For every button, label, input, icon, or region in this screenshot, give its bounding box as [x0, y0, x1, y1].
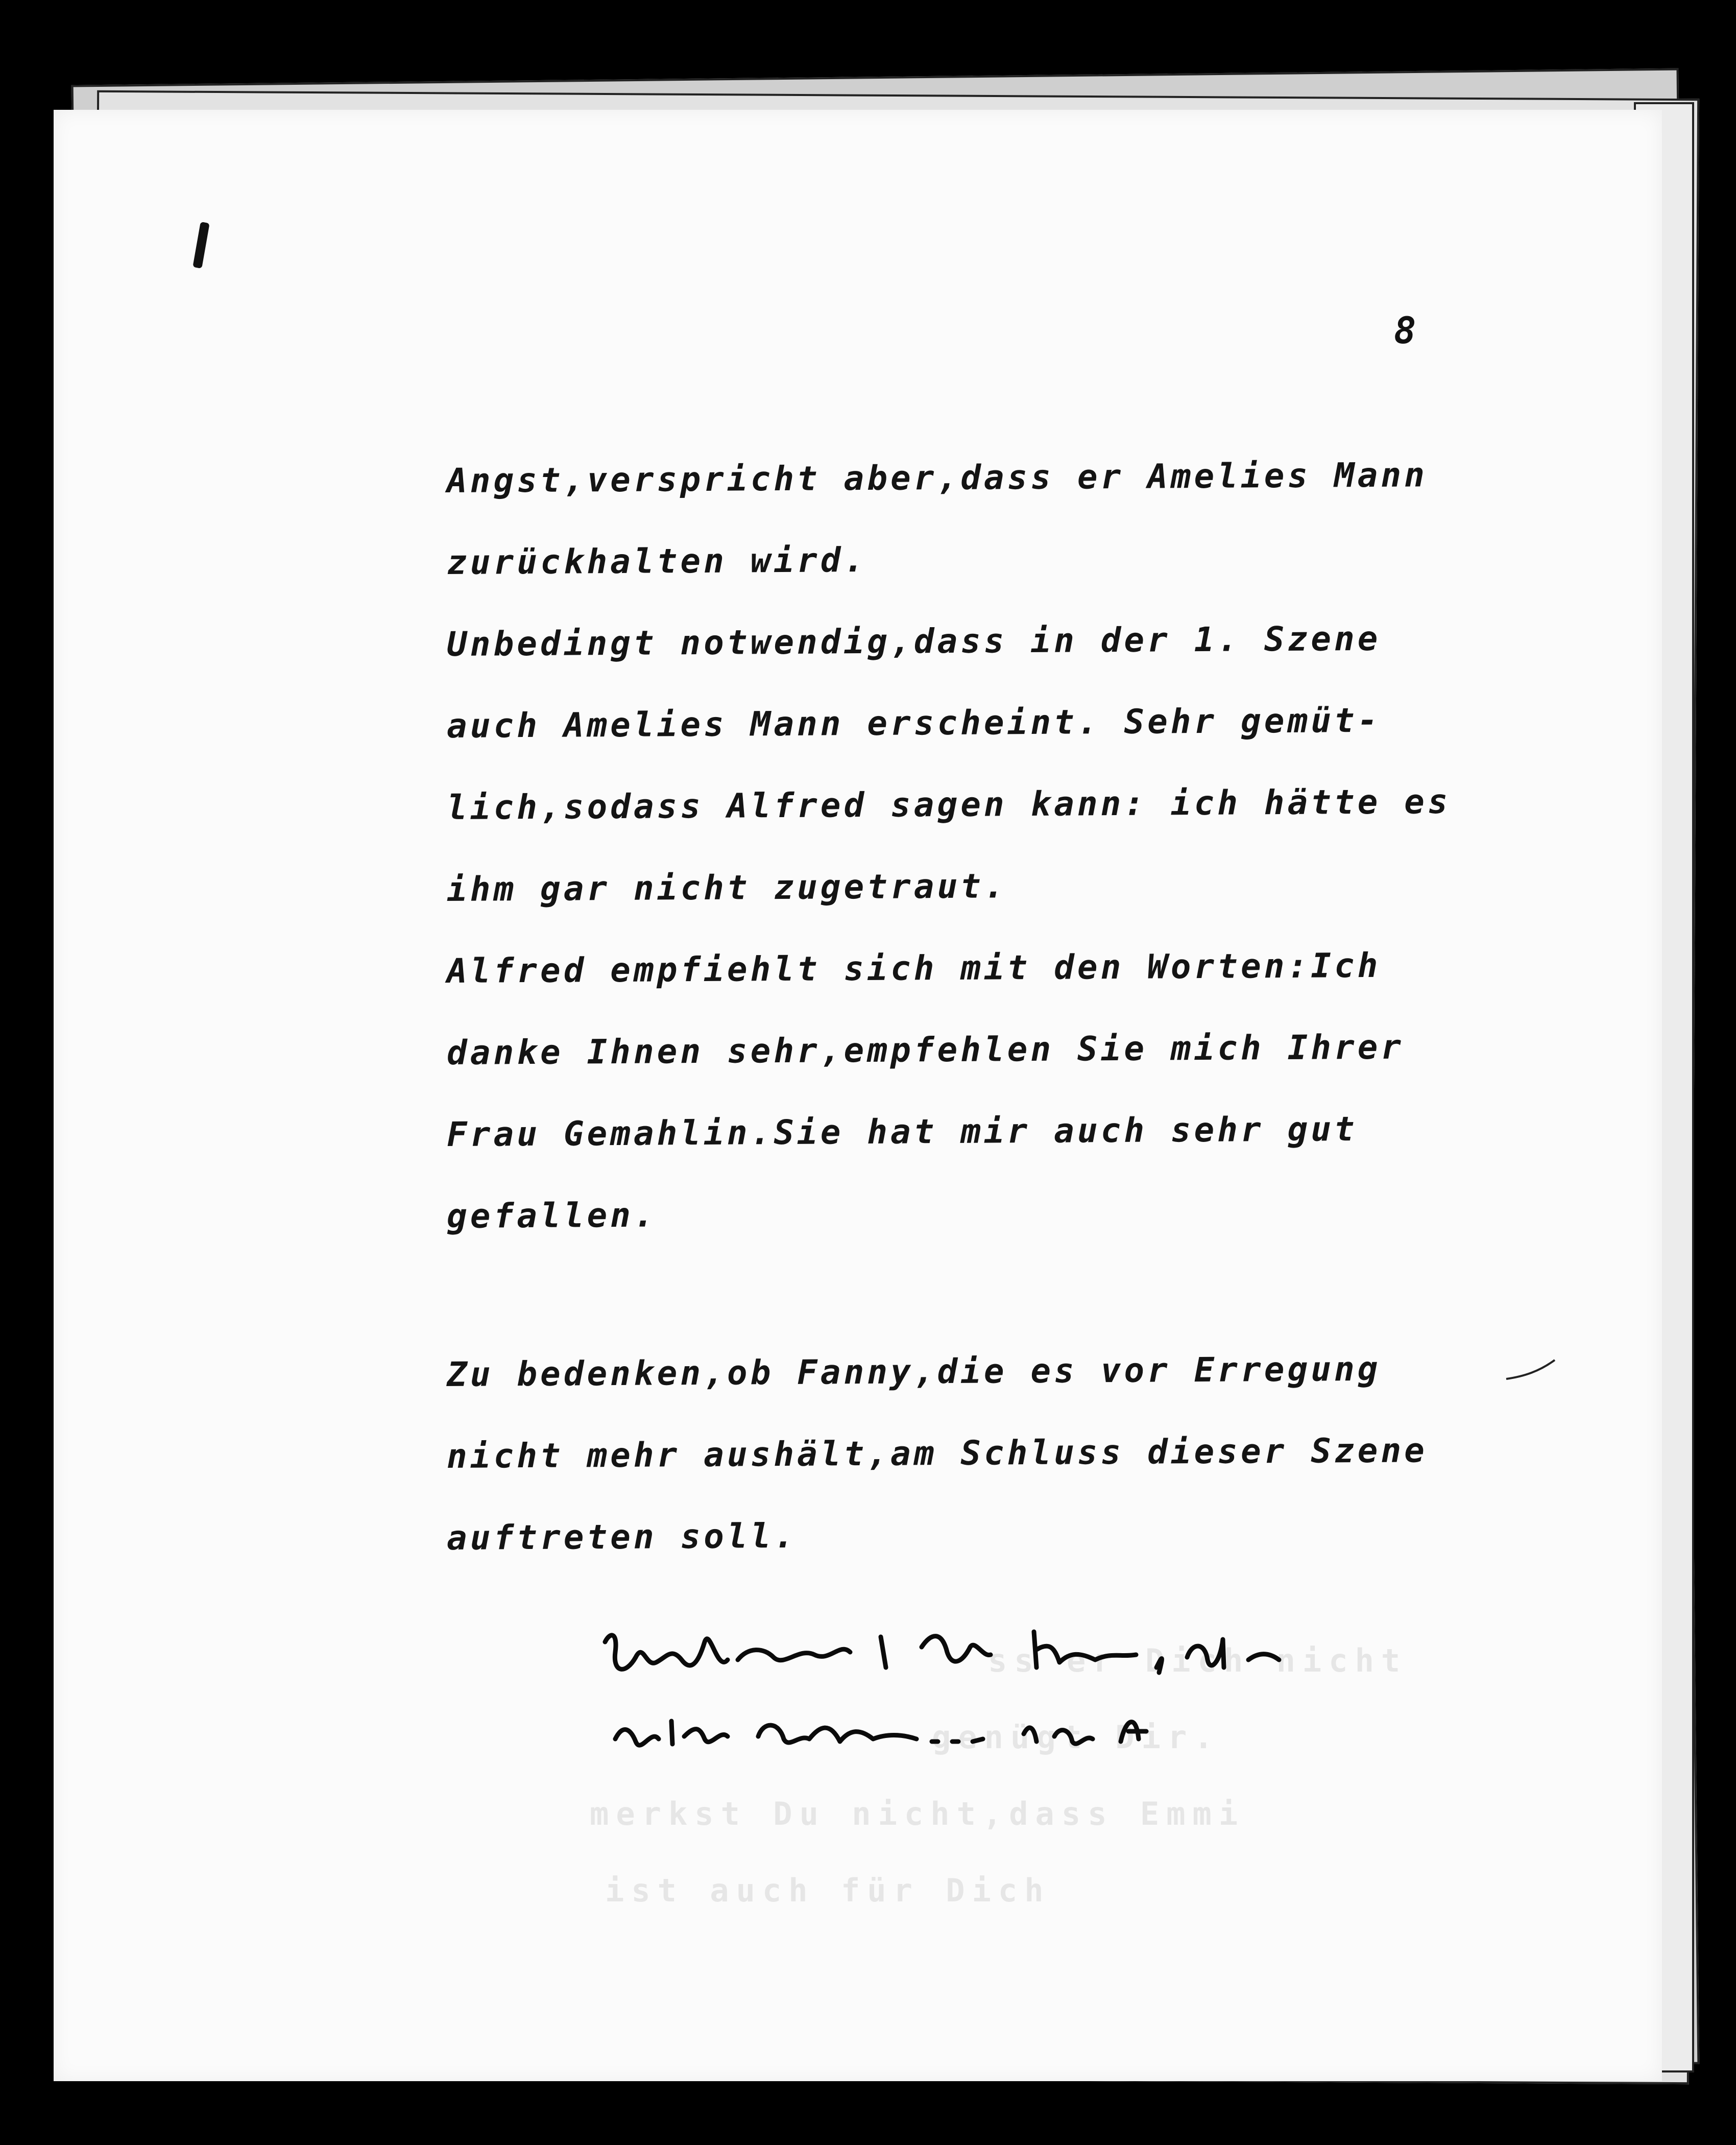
text-line: Angst,verspricht aber,dass er Amelies Mann	[446, 455, 1428, 501]
text-line: lich,sodass Alfred sagen kann: ich hätte es	[446, 782, 1451, 828]
bleed-through-text: merkst Du nicht,dass Emmi	[590, 1795, 1245, 1832]
text-line: auftreten soll.	[446, 1516, 798, 1558]
typewritten-page	[54, 110, 1662, 2081]
text-line: ihm gar nicht zugetraut.	[446, 866, 1007, 910]
text-line: danke Ihnen sehr,empfehlen Sie mich Ihrer	[446, 1027, 1405, 1073]
text-line: Frau Gemahlin.Sie hat mir auch sehr gut	[446, 1109, 1358, 1155]
text-line: Unbedingt notwendig,dass in der 1. Szene	[446, 618, 1381, 664]
page-number: 8	[1394, 309, 1416, 352]
text-line: nicht mehr aushält,am Schluss dieser Szene	[446, 1431, 1428, 1476]
paragraph-gap	[447, 1254, 1621, 1330]
ink-mark	[192, 222, 209, 269]
text-line: Alfred empfiehlt sich mit den Worten:Ich	[446, 945, 1381, 991]
typewritten-text	[447, 437, 1621, 1576]
bleed-through-text: genügt Dir.	[932, 1719, 1220, 1756]
bleed-through-text: ist auch für Dich	[605, 1872, 1051, 1909]
pencil-tick	[1504, 1356, 1560, 1387]
bleed-through-text: ss er Dich nicht	[988, 1642, 1408, 1679]
text-line: auch Amelies Mann erscheint. Sehr gemüt-	[446, 700, 1381, 746]
text-line: gefallen.	[446, 1195, 657, 1236]
text-line: Zu bedenken,ob Fanny,die es vor Erregung	[446, 1349, 1381, 1395]
text-line: zurückhalten wird.	[446, 540, 867, 583]
handwritten-annotation	[595, 1611, 1437, 1780]
